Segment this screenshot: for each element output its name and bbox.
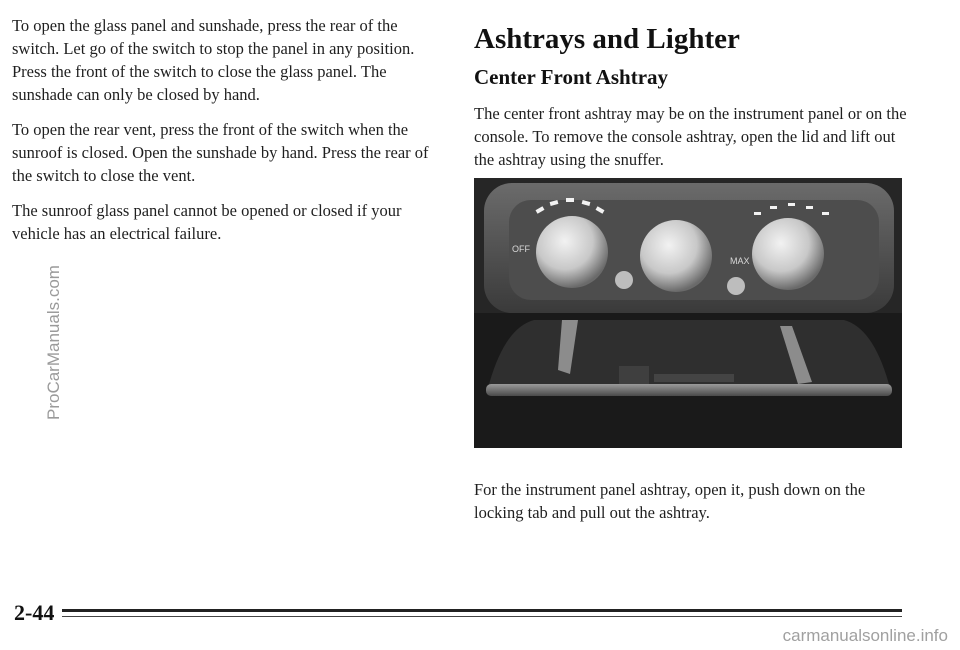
dial-label-max: MAX xyxy=(730,256,750,266)
instrument-panel-ashtray-caption: For the instrument panel ashtray, open it, push down on the locking tab and pull out the ashtray. xyxy=(474,480,866,522)
right-dial-knob xyxy=(752,218,824,290)
section-title: Ashtrays and Lighter xyxy=(474,23,740,55)
left-dial-knob xyxy=(536,216,608,288)
page-number: 2-44 xyxy=(14,600,55,625)
sunroof-open-paragraph: To open the glass panel and sunshade, press the rear of the switch. Let go of the switch to stop the panel in any position. Press the front of the switch to close the glass panel. The sunshade can only be closed by hand. xyxy=(12,16,415,104)
footer-rule-thin xyxy=(62,616,902,617)
right-column xyxy=(474,22,914,183)
footer-rule-thick xyxy=(62,609,902,612)
ashtray-photo xyxy=(474,178,902,448)
rear-vent-paragraph: To open the rear vent, press the front of the switch when the sunroof is closed. Open the sunshade by hand. Press the rear of the switch to close the vent. xyxy=(12,120,429,185)
ashtray-photo-illustration xyxy=(474,178,902,448)
ashtray-intro-paragraph: The center front ashtray may be on the instrument panel or on the console. To remove the console ashtray, open the lid and lift out the ashtray using the snuffer. xyxy=(474,104,907,169)
side-watermark: ProCarManuals.com xyxy=(44,265,63,420)
subsection-title: Center Front Ashtray xyxy=(474,65,669,89)
center-dial-knob xyxy=(640,220,712,292)
left-column xyxy=(12,14,437,257)
caption-block xyxy=(474,478,914,536)
dial-label-off: OFF xyxy=(512,244,530,254)
bottom-watermark: carmanualsonline.info xyxy=(782,626,948,645)
electrical-failure-paragraph: The sunroof glass panel cannot be opened or closed if your vehicle has an electrical failure. xyxy=(12,201,402,243)
